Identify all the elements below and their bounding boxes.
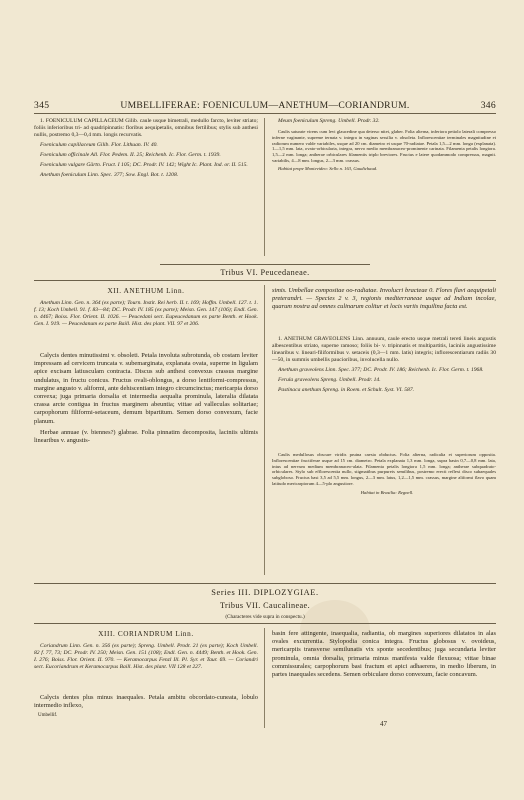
folio-number: 47 xyxy=(380,720,387,728)
page-number-right: 346 xyxy=(480,100,496,111)
column-divider xyxy=(264,118,265,256)
tribe-heading: Tribus VI. Peucedaneae. xyxy=(220,268,310,277)
genus-description-continued: simis. Umbellae compositae oo-radiatae. Involucri bracteae 0. Flores flavi aequipetali preterandri. — Species 2 v. 3, regionis mediterraneae usque ad Indiam incolae, quarum nostra ad omnes culinarum colitur et locis variis inquilina facta est. xyxy=(272,287,496,311)
coriandrum-right-column xyxy=(272,630,496,682)
synonym: Foeniculum vulgare Gärtn. Fruct. I 105; DC. Prodr. IV. 142; Wight Ic. Plant. Ind. or. II. 515. xyxy=(40,162,248,168)
anethum-left-description xyxy=(34,352,258,448)
synonym: Meum foeniculum Spreng. Umbell. Prodr. 32. xyxy=(278,118,380,124)
anethum-description-column xyxy=(272,452,496,498)
genus-heading-coriandrum: XIII. CORIANDRUM Linn. xyxy=(98,630,194,638)
habitat-note: Habitat in Brasilia: Regnell. xyxy=(360,489,414,495)
genus-references: Anethum Linn. Gen. n. 364 (ex parte); Tourn. Instit. Rei herb. II. t. 169; Hoffm. Umbell. 127. t. 1. f. 13; Koch Umbell. 91. f. 83—84; DC. Prodr. IV. 185 (ex parte); Meisn. Gen. 147 (106); Endl. Gen. n. 4467; Boiss. Flor. Orient. II. 1026. — Peucedani sect. Eupeucedanum ex parte Benth. et Hook. Gen. I. 919. — Peucedanum ex parte Baill. Hist. des plant. VII. 97 et 206. xyxy=(34,300,258,327)
anethum-species-column xyxy=(272,336,496,397)
genus-heading-anethum: XII. ANETHUM Linn. xyxy=(107,287,185,295)
foeniculum-species-heading: 1. FOENICULUM CAPILLACEUM Gilib. caule usque bimetrali, medullo farcto, leviter striato; foliis inferioribus tri- ad quadripinnatis: floribus aequipetalis, omnibus fertilibus; stylis sub anthesi nullis, postremo 0,3—0,4 mm. longis recurvatis. xyxy=(34,118,258,138)
section-rule xyxy=(160,264,370,265)
header-rule xyxy=(34,113,496,114)
anethum-left-column xyxy=(34,300,258,332)
anethum-right-column xyxy=(272,287,496,315)
genus-references: Coriandrum Linn. Gen. n. 356 (ex parte); Spreng. Umbell. Prodr. 21 (ex parte); Koch Umbell. 82 f. 77, 73; DC. Prodr. IV. 250; Meisn. Gen. 151 (108); Endl. Gen. n. 4449; Benth. et Hook. Gen. I. 276; Boiss. Flor. Orient. II. 970. — Keramocarpus Fenzl Ill. Pl. Syr. et Taur. 69. — Coriandri sect. Eucoriandrum et Keramocarpus Baill. Hist. des plant. VII 128 et 227. xyxy=(34,643,258,670)
synonym: Anethum foeniculum Linn. Spec. 377; Sow. Engl. Bot. t. 1208. xyxy=(40,172,179,178)
section-rule xyxy=(34,583,496,584)
synonym: Foeniculum officinale All. Flor. Pedem. II. 25; Reichenb. Ic. Flor. Germ. t. 1939. xyxy=(40,152,221,158)
running-title: UMBELLIFERAE: FOENICULUM—ANETHUM—CORIANDRUM. xyxy=(120,100,410,111)
foeniculum-left-column xyxy=(34,118,258,182)
tribe-heading: Tribus VII. Caucalineae. xyxy=(219,601,311,610)
synonym: Ferula graveolens Spreng. Umbell. Prodr. 14. xyxy=(278,377,381,383)
foeniculum-description: Caulis saturate virens cum levi glaucedine qua deterso nitet, glaber. Folia alterna, inferiora petiolo laterali compresso inferne vaginante, supreme ternata v. integra in vaginas sessilia v. obsoleta. Inflorescentiae terminales magnitudine et radiorum numero valde variabiles, usque ad 20 cm. diametro et usque 70-radiatae. Petala 1,5—2 mm. longa (explanata). 1—1,5 mm. lata, ovato-orbicularia, integra, nervo medio membranaceo-prominente carinata. Filamenta petalis longiora. 1,5—2 mm. longa; antherae orbiculares filamentis triplo breviores. Fructus e latere quodammodo compressus, magnit. variabilis, 4—8 mm. longus, 2—3 mm. crassus. xyxy=(272,129,496,163)
tribe-note: (Characteres vide supra in conspectu.) xyxy=(225,614,305,620)
column-divider xyxy=(264,285,265,575)
section-rule xyxy=(34,623,496,624)
genus-description: Calycis dentes minutissimi v. obsoleti. Petala involuta subrotunda, ob costam leviter impressam ad cervicem truncata v. subemarginata, explanata ovata, superne in ligulam apice excisam latiusculam contracta. Discus sub anthesi convexus crassus margine undulatus, in fructu conicus. Fructus ovali-oblongus, a dorso lentiformi-compressus, margine angusto v. aliformi, ante dehiscentiam integro circumcinctus; mericarpia dorso convexa; juga primaria dorsalia et intermedia aequalia prominula, lateralia dilatata crassa arcte contigua in fructus marginem abeuntia; vittae ad valleculas solitariae; carpophorum filiformi-setaceum, demum bipartitum. Semen dorso convexum, facie planum. xyxy=(34,352,258,425)
anethum-species-heading: 1. ANETHUM GRAVEOLENS Linn. annuum, caule erecto usque metrali tereti lineis angustis albescentibus striato, superne ramoso; foliis bi- v. tripinnatis et multipartitis, laciniis angustissime linearibus v. lineari-filiformibus v. setaceis (0,3—1 mm. latis) integris; inflorescentiarum radiis 30—50, in summis umbellis paucioribus, involucella nullo. xyxy=(272,336,496,363)
series-heading: Series III. DIPLOZYGIAE. xyxy=(211,588,319,597)
habitat-note: Habitat prope Montevideo: Sello n. 163, Gaudichaud. xyxy=(278,165,378,171)
synonym: Foeniculum capillaceum Gilib. Flor. Lithuan. IV. 40. xyxy=(40,142,158,148)
signature-mark: Umbellif. xyxy=(38,713,58,718)
synonym: Pastinaca anethum Spreng. in Roem. et Schult. Syst. VI. 587. xyxy=(278,387,415,393)
coriandrum-left-description xyxy=(34,694,258,713)
genus-description-continued: basin fere attingente, inaequalia, radiantia, ob margines superiores dilatatos in alas ovales excurrentia. Stylopodia conica integra. Fructus globosus v. ovoideus, mericarpiis transverse semilunatis vix sponte secedentibus; juga secundaria leviter prominula, omnia dorsalia, primaria minus manifesta valde flexuosa; vittae binae commissurales; carpophorum basi fractum et apici adhaerens, in medio liberum, in partes inaequales secedens. Semen orbiculare dorso convexum, facie concavum. xyxy=(272,630,496,679)
coriandrum-left-column xyxy=(34,643,258,675)
genus-habit: Herbae annuae (v. biennes?) glabrae. Folia pinnatim decomposita, laciniis ultimis linearibus v. angustis- xyxy=(34,428,258,445)
section-rule xyxy=(34,280,496,281)
page-number-left: 345 xyxy=(34,100,50,111)
column-divider xyxy=(264,628,265,728)
anethum-description: Caulis medullosus obscure viridis pruina caesia obductus. Folia alterna, radicalia et superiorum opposita. Inflorescentiae fructiferae usque ad 15 cm. diametro. Petala explanata 1,3 mm. longa, supra basin 0,7—0,8 mm. lata, intus ad nervum medium membranaceo-alata. Filamenta petalis longiora 1,5 mm. longa; antherae subquadrato-orbiculares. Stylo sub efflorescentia nullo, stigmatibus purpureis semilibus, postremo erecti reflexi disco subaequales subgloboso. Fructus basi 3,5 ad 5,5 mm. longus, 2—3 mm. latus, 1,2—1,5 mm. crassus, margine aliformi flavo quam latitudo mericarpiorum 4—5-plo angustiore. xyxy=(272,452,496,486)
synonym: Anethum graveolens Linn. Spec. 377; DC. Prodr. IV. 186; Reichenb. Ic. Flor. Germ. t. 1968. xyxy=(278,367,484,373)
foeniculum-right-column xyxy=(272,118,496,174)
genus-description: Calycis dentes plus minus inaequales. Petala ambitu obcordato-cuneata, lobulo intermedio inflexo, xyxy=(34,694,258,710)
